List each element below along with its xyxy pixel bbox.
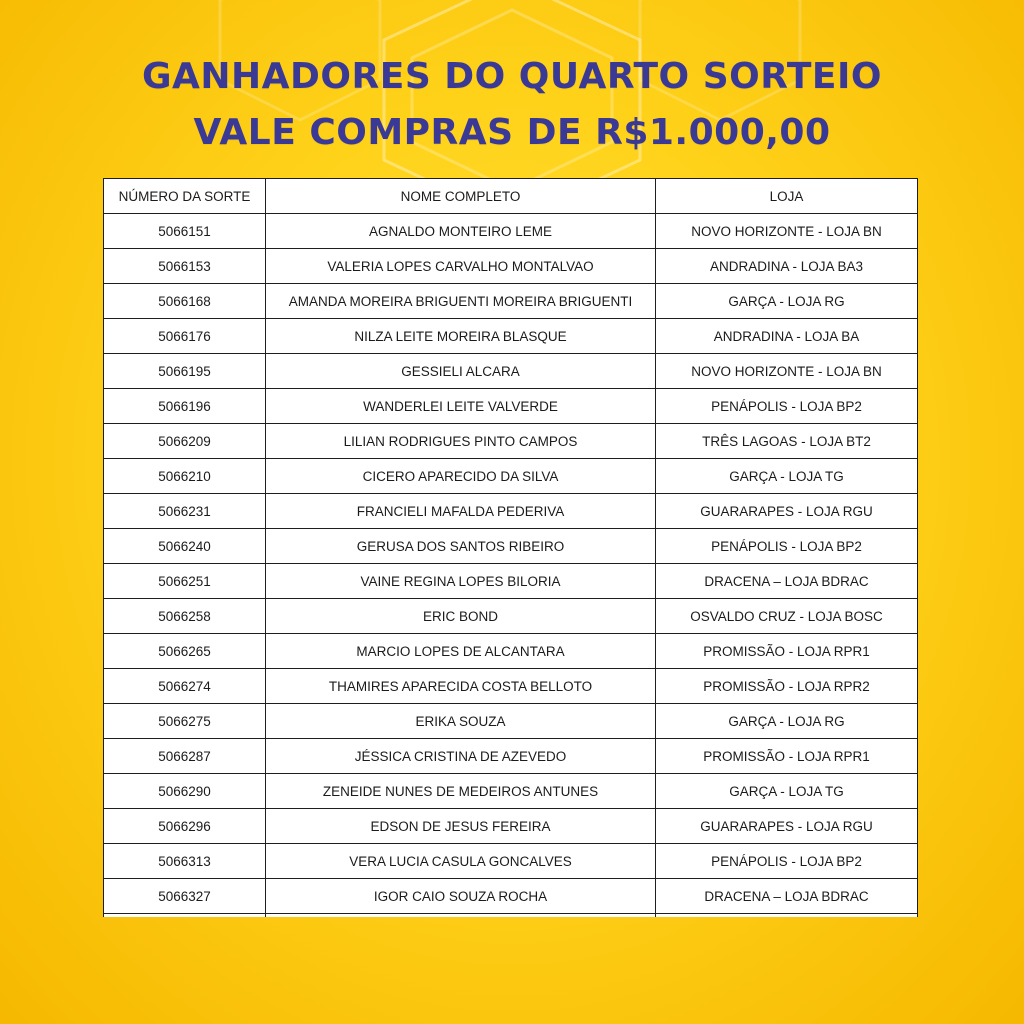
cell-lucky-number: 5066251 — [104, 564, 266, 599]
cell-store: GARÇA - LOJA RG — [656, 284, 918, 319]
table-row — [104, 214, 918, 249]
cell-lucky-number: 5066240 — [104, 529, 266, 564]
table-row — [104, 389, 918, 424]
cell-lucky-number: 5066195 — [104, 354, 266, 389]
cell-store: PROMISSÃO - LOJA RPR2 — [656, 669, 918, 704]
cell-full-name: ZENEIDE NUNES DE MEDEIROS ANTUNES — [266, 774, 656, 809]
spacer-cell — [104, 914, 266, 918]
cell-full-name: ERIKA SOUZA — [266, 704, 656, 739]
cell-lucky-number: 5066265 — [104, 634, 266, 669]
cell-store: GARÇA - LOJA RG — [656, 704, 918, 739]
cell-full-name: EDSON DE JESUS FEREIRA — [266, 809, 656, 844]
cell-store: ANDRADINA - LOJA BA3 — [656, 249, 918, 284]
cell-lucky-number: 5066151 — [104, 214, 266, 249]
cell-store: GUARARAPES - LOJA RGU — [656, 494, 918, 529]
page-title-line-1: GANHADORES DO QUARTO SORTEIO — [142, 56, 882, 97]
cell-lucky-number: 5066296 — [104, 809, 266, 844]
cell-full-name: ERIC BOND — [266, 599, 656, 634]
winners-table-container — [103, 178, 917, 917]
cell-full-name: VALERIA LOPES CARVALHO MONTALVAO — [266, 249, 656, 284]
cell-lucky-number: 5066210 — [104, 459, 266, 494]
table-row — [104, 599, 918, 634]
spacer-cell — [266, 914, 656, 918]
table-row — [104, 249, 918, 284]
cell-full-name: VAINE REGINA LOPES BILORIA — [266, 564, 656, 599]
cell-lucky-number: 5066258 — [104, 599, 266, 634]
cell-lucky-number: 5066153 — [104, 249, 266, 284]
table-row — [104, 284, 918, 319]
cell-full-name: JÉSSICA CRISTINA DE AZEVEDO — [266, 739, 656, 774]
cell-store: PROMISSÃO - LOJA RPR1 — [656, 739, 918, 774]
cell-full-name: CICERO APARECIDO DA SILVA — [266, 459, 656, 494]
table-bottom-spacer — [104, 914, 918, 918]
cell-store: PENÁPOLIS - LOJA BP2 — [656, 844, 918, 879]
cell-lucky-number: 5066327 — [104, 879, 266, 914]
cell-full-name: THAMIRES APARECIDA COSTA BELLOTO — [266, 669, 656, 704]
header-full-name: NOME COMPLETO — [266, 179, 656, 214]
cell-store: DRACENA – LOJA BDRAC — [656, 879, 918, 914]
header-lucky-number: NÚMERO DA SORTE — [104, 179, 266, 214]
table-row — [104, 879, 918, 914]
cell-full-name: LILIAN RODRIGUES PINTO CAMPOS — [266, 424, 656, 459]
cell-full-name: FRANCIELI MAFALDA PEDERIVA — [266, 494, 656, 529]
cell-lucky-number: 5066168 — [104, 284, 266, 319]
table-row — [104, 564, 918, 599]
cell-store: PENÁPOLIS - LOJA BP2 — [656, 529, 918, 564]
table-row — [104, 704, 918, 739]
page-title-line-2: VALE COMPRAS DE R$1.000,00 — [193, 112, 831, 153]
cell-store: GARÇA - LOJA TG — [656, 459, 918, 494]
table-body — [104, 214, 918, 918]
table-row — [104, 634, 918, 669]
cell-store: GUARARAPES - LOJA RGU — [656, 809, 918, 844]
cell-lucky-number: 5066231 — [104, 494, 266, 529]
table-row — [104, 459, 918, 494]
header-store: LOJA — [656, 179, 918, 214]
cell-store: DRACENA – LOJA BDRAC — [656, 564, 918, 599]
table-row — [104, 494, 918, 529]
cell-store: NOVO HORIZONTE - LOJA BN — [656, 214, 918, 249]
table-row — [104, 739, 918, 774]
cell-full-name: NILZA LEITE MOREIRA BLASQUE — [266, 319, 656, 354]
cell-full-name: AGNALDO MONTEIRO LEME — [266, 214, 656, 249]
cell-store: OSVALDO CRUZ - LOJA BOSC — [656, 599, 918, 634]
winners-table — [103, 178, 918, 917]
table-row — [104, 669, 918, 704]
cell-lucky-number: 5066196 — [104, 389, 266, 424]
cell-full-name: GERUSA DOS SANTOS RIBEIRO — [266, 529, 656, 564]
table-header-row — [104, 179, 918, 214]
cell-lucky-number: 5066275 — [104, 704, 266, 739]
cell-lucky-number: 5066274 — [104, 669, 266, 704]
cell-store: NOVO HORIZONTE - LOJA BN — [656, 354, 918, 389]
table-row — [104, 424, 918, 459]
cell-lucky-number: 5066209 — [104, 424, 266, 459]
table-row — [104, 809, 918, 844]
cell-full-name: GESSIELI ALCARA — [266, 354, 656, 389]
cell-full-name: IGOR CAIO SOUZA ROCHA — [266, 879, 656, 914]
table-row — [104, 529, 918, 564]
spacer-cell — [656, 914, 918, 918]
cell-store: TRÊS LAGOAS - LOJA BT2 — [656, 424, 918, 459]
cell-store: PROMISSÃO - LOJA RPR1 — [656, 634, 918, 669]
table-row — [104, 774, 918, 809]
cell-full-name: AMANDA MOREIRA BRIGUENTI MOREIRA BRIGUENTI — [266, 284, 656, 319]
cell-lucky-number: 5066287 — [104, 739, 266, 774]
table-row — [104, 844, 918, 879]
cell-lucky-number: 5066313 — [104, 844, 266, 879]
cell-store: PENÁPOLIS - LOJA BP2 — [656, 389, 918, 424]
cell-store: GARÇA - LOJA TG — [656, 774, 918, 809]
cell-lucky-number: 5066290 — [104, 774, 266, 809]
table-row — [104, 319, 918, 354]
cell-lucky-number: 5066176 — [104, 319, 266, 354]
cell-full-name: MARCIO LOPES DE ALCANTARA — [266, 634, 656, 669]
cell-full-name: WANDERLEI LEITE VALVERDE — [266, 389, 656, 424]
table-row — [104, 354, 918, 389]
cell-full-name: VERA LUCIA CASULA GONCALVES — [266, 844, 656, 879]
cell-store: ANDRADINA - LOJA BA — [656, 319, 918, 354]
